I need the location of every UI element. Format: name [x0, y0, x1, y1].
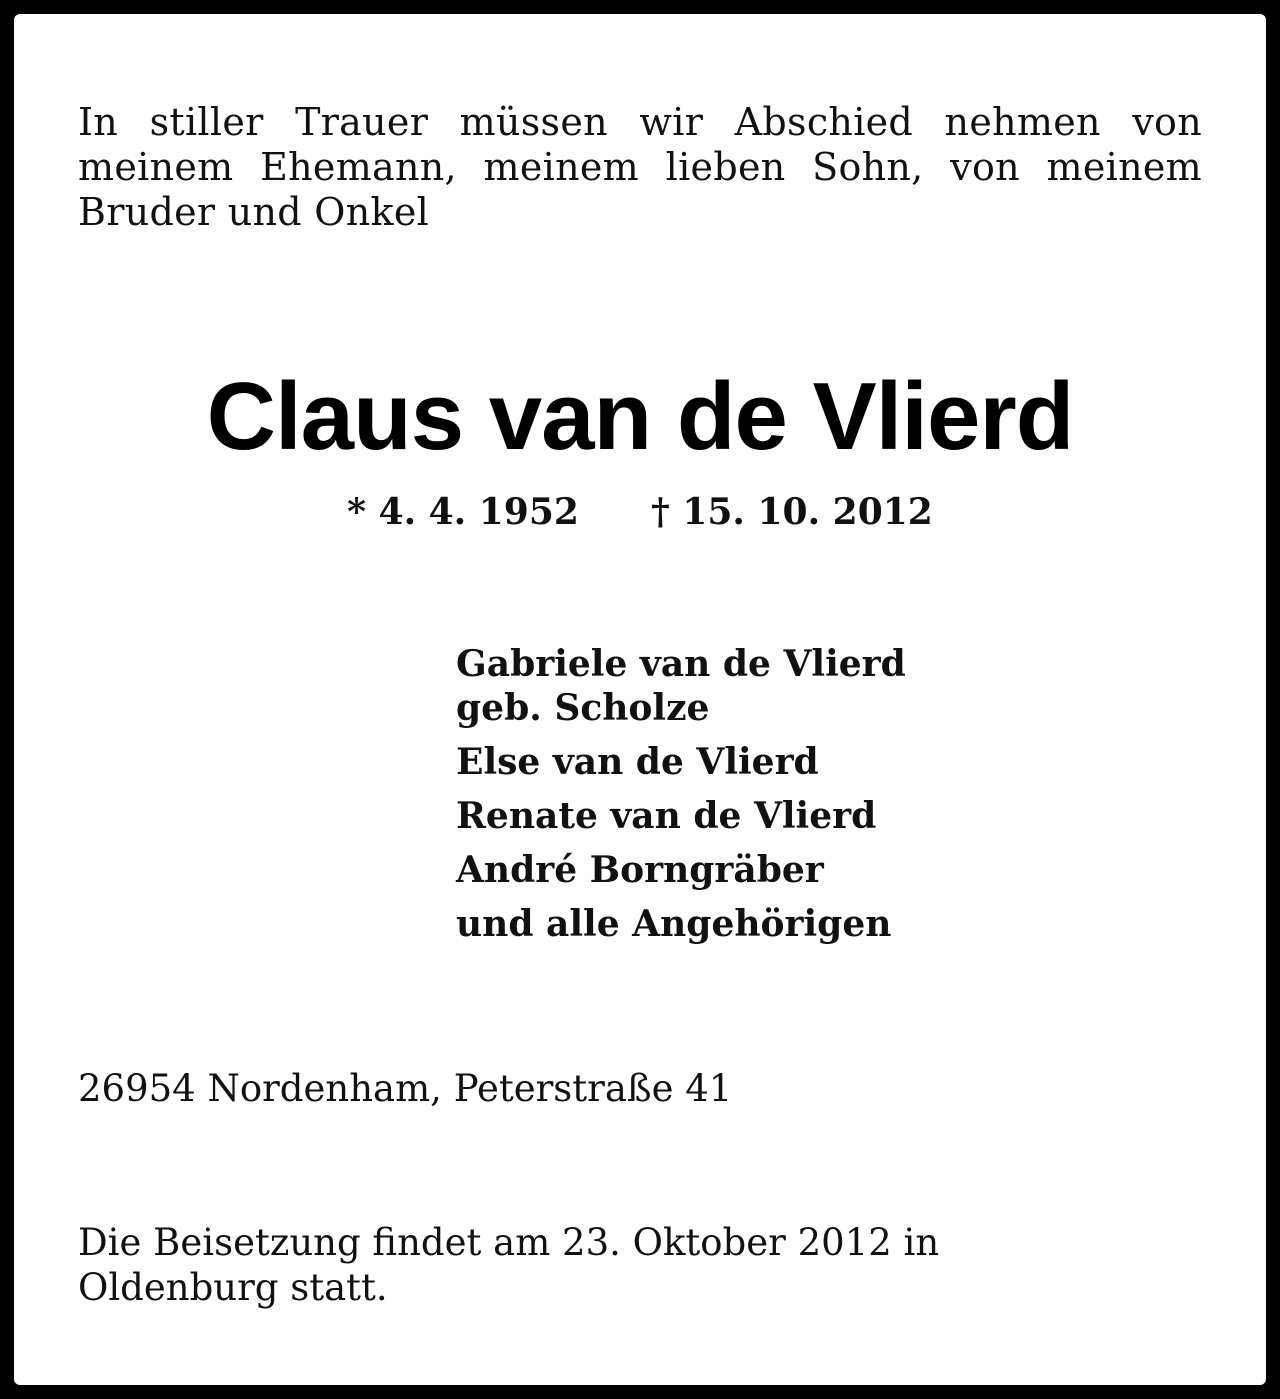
birth-date: * 4. 4. 1952 [347, 491, 579, 533]
mourner-name: Renate van de Vlierd [456, 795, 877, 837]
intro-text: In stiller Trauer müssen wir Abschied nehmen von meinem Ehemann, meinem lieben Sohn, von meinem Bruder und Onkel [78, 100, 1202, 234]
mourner-name: André Borngräber [456, 849, 824, 891]
death-date: † 15. 10. 2012 [650, 491, 933, 533]
life-dates [14, 490, 1266, 534]
mourner-maiden-name: geb. Scholze [456, 687, 710, 729]
family-address: 26954 Nordenham, Peterstraße 41 [78, 1067, 733, 1110]
mourners-list [456, 642, 1196, 946]
funeral-notice: Die Beisetzung findet am 23. Oktober 2012 in Oldenburg statt. [78, 1221, 940, 1309]
deceased-name: Claus van de Vlierd [206, 363, 1074, 470]
obituary-notice [14, 14, 1266, 1385]
mourner-name: Else van de Vlierd [456, 741, 819, 783]
mourner-name: Gabriele van de Vlierd [456, 643, 906, 685]
mourner-relatives: und alle Angehörigen [456, 903, 892, 945]
